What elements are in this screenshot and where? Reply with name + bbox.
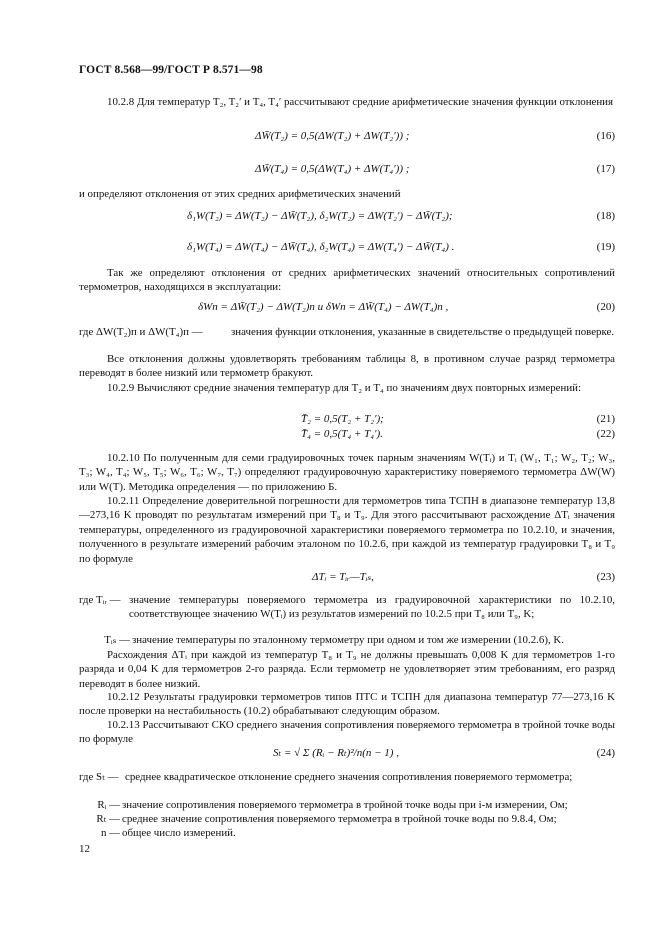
equation-17: ΔW̄(T₄) = 0,5(ΔW(T₄) + ΔW(T₄′)) ; — [255, 163, 410, 175]
equation-number-24: (24) — [596, 747, 615, 759]
paragraph-deviations-intro: и определяют отклонения от этих средних арифметических значений — [79, 188, 401, 200]
definition-text-3: значение температуры по эталонному термометру при одном и том же измерении (10.2.6), K. — [132, 634, 564, 646]
equation-16: ΔW̄(T₂) = 0,5(ΔW(T₂) + ΔW(T₂′)) ; — [255, 130, 410, 142]
equation-18: δ₁W(T₂) = ΔW(T₂) − ΔW̄(T₂), δ₂W(T₂) = ΔW(T₂′) − ΔW̄(T₂); — [187, 210, 453, 222]
equation-23: ΔTᵢ = Tᵢᵣ—Tᵢₛ, — [312, 571, 374, 583]
definition-term-4: где Sₜ — — [79, 771, 119, 783]
definition-text-6: среднее значение сопротивления поверяемого термометра в тройной точке воды по 9.8.4, Ом; — [122, 813, 557, 825]
equation-22: T̄₄ = 0,5(T₄ + T₄′). — [301, 428, 383, 440]
definition-term-3: Tᵢₛ — — [104, 634, 130, 646]
paragraph-relative-resistances: Так же определяют отклонения от средних арифметических значений относительных сопротивлений термометров, находящихся в эксплуатации: — [79, 267, 615, 294]
paragraph-discrepancy-limits: Расхождения ΔTᵢ при каждой из температур T₈ и T₉ не должны превышать 0,008 K для термометров 1-го разряда и 0,04 K для термометров 2-го разряда. Если термометр не удовлетворяет этим требованиям, его разряд переводят в более низкий. — [79, 649, 615, 690]
equation-number-17: (17) — [596, 163, 615, 175]
equation-number-21: (21) — [596, 413, 615, 425]
equation-number-23: (23) — [596, 571, 615, 583]
paragraph-10-2-11: 10.2.11 Определение доверительной погрешности для термометров типа ТСПН в диапазоне температур 13,8—273,16 K проводят по результатам измерений при T₈ и T₉. Для этого рассчитывают расхождение ΔTᵢ значения температуры, определенного из градуировочной характеристики поверяемого термометра по 10.2.10, и значения, полученного в результате измерений рабочим эталоном по 10.2.6, при каждой из температур градуировки T₈ и T₉ по формуле — [79, 495, 615, 565]
equation-24: Sₜ = √ Σ (Rᵢ − Rₜ)²/n(n − 1) , — [273, 747, 399, 759]
equation-21: T̄₂ = 0,5(T₂ + T₂′); — [301, 413, 384, 425]
paragraph-10-2-8: 10.2.8 Для температур T₂, T₂′ и T₄, T₄′ рассчитывают средние арифметические значения функции отклонения — [107, 96, 614, 108]
equation-19: δ₁W(T₄) = ΔW(T₄) − ΔW̄(T₄), δ₂W(T₄) = ΔW(T₄′) − ΔW̄(T₄) . — [187, 241, 455, 253]
paragraph-10-2-10: 10.2.10 По полученным для семи градуировочных точек парным значениям W(Tᵢ) и Tᵢ (W₁, T₁; W₂, T₂; W₃, T₃; W₄, T₄; W₅, T₅; W₆, T₆; W₇, T₇) определяют градуировочную характеристику поверяемого термометра ΔW(W) или W(T). Методика определения — по приложению Б. — [79, 452, 615, 493]
equation-number-19: (19) — [596, 241, 615, 253]
paragraph-10-2-13: 10.2.13 Рассчитывают СКО среднего значения сопротивления поверяемого термометра в тройной точке воды по формуле — [79, 719, 615, 746]
document-header: ГОСТ 8.568—99/ГОСТ Р 8.571—98 — [79, 64, 263, 76]
definition-term-7: n — — [100, 827, 120, 839]
definition-text-4: среднее квадратическое отклонение среднего значения сопротивления поверяемого термометра; — [125, 771, 573, 783]
definition-text-2: значение температуры поверяемого термометра из градуировочной характеристики по 10.2.10, соответствующее значению W(Tᵢ) из результатов измерений по 10.2.5 при T₈ или T₉, K; — [129, 594, 615, 621]
equation-number-20: (20) — [596, 301, 615, 313]
paragraph-requirements: Все отклонения должны удовлетворять требованиям таблицы 8, в противном случае разряд термометра переводят в более низкий или термометр бракуют. — [79, 353, 615, 380]
definition-term-1: где ΔW(T₂)п и ΔW(T₄)п — — [79, 326, 203, 338]
definition-term-2: где Tᵢᵣ — — [79, 594, 121, 606]
definition-text-1: значения функции отклонения, указанные в свидетельстве о предыдущей поверке. — [231, 326, 615, 338]
page-number: 12 — [79, 843, 90, 855]
equation-number-16: (16) — [596, 130, 615, 142]
equation-number-18: (18) — [596, 210, 615, 222]
paragraph-10-2-9: 10.2.9 Вычисляют средние значения температур для T₂ и T₄ по значениям двух повторных измерений: — [107, 382, 582, 394]
equation-number-22: (22) — [596, 428, 615, 440]
definition-term-6: Rₜ — — [96, 813, 120, 825]
paragraph-10-2-12: 10.2.12 Результаты градуировки термометров типов ПТС и ТСПН для диапазона температур 77—273,16 K после проверки на нестабильность (10.2) обрабатывают следующим образом. — [79, 691, 615, 718]
definition-text-7: общее число измерений. — [122, 827, 236, 839]
definition-term-5: Rᵢ — — [97, 799, 120, 811]
definition-text-5: значение сопротивления поверяемого термометра в тройной точке воды при i-м измерении, Ом; — [122, 799, 568, 811]
equation-20: δWп = ΔW̄(T₂) − ΔW(T₂)п и δWп = ΔW̄(T₄) − ΔW(T₄)п , — [198, 301, 449, 313]
